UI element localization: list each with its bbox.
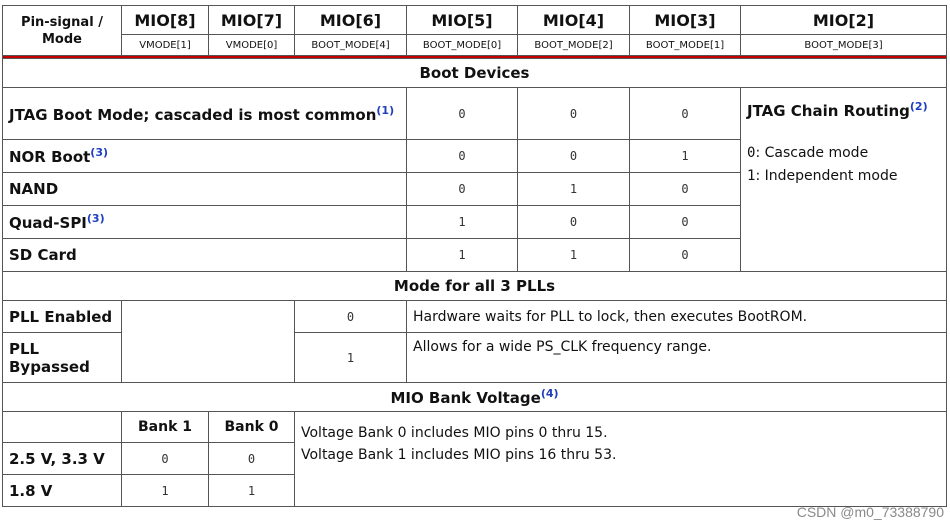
- boot-mode-value: 0: [407, 88, 518, 140]
- boot-mode-value: 0: [630, 88, 741, 140]
- boot-device-label: NOR Boot$^{(3)}$: [3, 140, 407, 173]
- boot-mode-value: 0: [630, 206, 741, 239]
- boot-mode-value: 1: [518, 173, 630, 206]
- boot-mode-value: 0: [518, 88, 630, 140]
- table-row: [3, 88, 947, 140]
- boot-mode-value: 1: [518, 239, 630, 272]
- bank-column-header: Bank 0: [209, 412, 295, 443]
- bank-voltage-value: 0: [209, 443, 295, 475]
- pll-mode-label: PLL Enabled: [3, 301, 122, 333]
- mode-header: BOOT_MODE[4]: [295, 35, 407, 56]
- bank0-description: Voltage Bank 0 includes MIO pins 0 thru 15.: [301, 425, 608, 441]
- boot-mode-value: 1: [407, 239, 518, 272]
- boot-device-label: Quad-SPI$^{(3)}$: [3, 206, 407, 239]
- pin-header: MIO[8]: [122, 6, 209, 35]
- table-row: [3, 301, 947, 333]
- section-title: Boot Devices: [3, 59, 947, 88]
- boot-mode-value: 0: [407, 140, 518, 173]
- pll-mode-description: Allows for a wide PS_CLK frequency range.: [407, 333, 947, 383]
- header-pin-row: [3, 6, 947, 35]
- jtag-option-independent: 1: Independent mode: [747, 168, 898, 184]
- section-boot-devices: [3, 59, 947, 88]
- empty-cell: [122, 301, 295, 383]
- bank-voltage-value: 1: [209, 475, 295, 507]
- table-row: [3, 412, 947, 443]
- section-title: MIO Bank Voltage$^{(4)}$: [3, 383, 947, 412]
- bank1-description: Voltage Bank 1 includes MIO pins 16 thru 53.: [301, 447, 617, 463]
- boot-mode-value: 0: [518, 206, 630, 239]
- mode-header: VMODE[0]: [209, 35, 295, 56]
- boot-mode-value: 0: [630, 173, 741, 206]
- mode-header: BOOT_MODE[0]: [407, 35, 518, 56]
- section-pll-mode: [3, 272, 947, 301]
- bank-column-header: Bank 1: [122, 412, 209, 443]
- header-mode-row: [3, 35, 947, 56]
- pll-mode-label: PLL Bypassed: [3, 333, 122, 383]
- voltage-label: 1.8 V: [3, 475, 122, 507]
- pin-header: MIO[5]: [407, 6, 518, 35]
- empty-cell: [3, 412, 122, 443]
- jtag-option-cascade: 0: Cascade mode: [747, 145, 869, 161]
- boot-mode-value: 1: [407, 206, 518, 239]
- boot-mode-value: 0: [630, 239, 741, 272]
- pin-header: MIO[4]: [518, 6, 630, 35]
- footnote-ref[interactable]: (1): [376, 103, 395, 117]
- pin-header: MIO[2]: [741, 6, 947, 35]
- boot-mode-value: 0: [518, 140, 630, 173]
- watermark: CSDN @m0_73388790: [796, 504, 944, 520]
- pll-mode-description: Hardware waits for PLL to lock, then executes BootROM.: [407, 301, 947, 333]
- mode-header: VMODE[1]: [122, 35, 209, 56]
- bank-voltage-value: 0: [122, 443, 209, 475]
- boot-device-label: JTAG Boot Mode; cascaded is most common$^{(1)}$: [3, 88, 407, 140]
- jtag-chain-routing: JTAG Chain Routing$^{(2)}$ 0: Cascade mode 1: Independent mode: [741, 88, 947, 272]
- voltage-label: 2.5 V, 3.3 V: [3, 443, 122, 475]
- bank-voltage-value: 1: [122, 475, 209, 507]
- pin-header: MIO[3]: [630, 6, 741, 35]
- footnote-ref[interactable]: (4): [540, 387, 559, 400]
- pin-header: MIO[7]: [209, 6, 295, 35]
- boot-mode-value: 0: [407, 173, 518, 206]
- footnote-ref[interactable]: (2): [909, 100, 928, 113]
- boot-device-label: NAND: [3, 173, 407, 206]
- pll-mode-value: 1: [295, 333, 407, 383]
- pin-signal-mode-header: Pin-signal / Mode: [3, 6, 122, 56]
- pin-header: MIO[6]: [295, 6, 407, 35]
- footnote-ref[interactable]: (3): [86, 212, 105, 225]
- pll-mode-value: 0: [295, 301, 407, 333]
- boot-device-label: SD Card: [3, 239, 407, 272]
- footnote-ref[interactable]: (3): [90, 146, 109, 159]
- boot-mode-value: 1: [630, 140, 741, 173]
- section-bank-voltage: [3, 383, 947, 412]
- mode-header: BOOT_MODE[2]: [518, 35, 630, 56]
- section-title: Mode for all 3 PLLs: [3, 272, 947, 301]
- mode-header: BOOT_MODE[3]: [741, 35, 947, 56]
- mode-header: BOOT_MODE[1]: [630, 35, 741, 56]
- boot-mode-table: [2, 5, 947, 507]
- bank-voltage-description: [295, 412, 947, 507]
